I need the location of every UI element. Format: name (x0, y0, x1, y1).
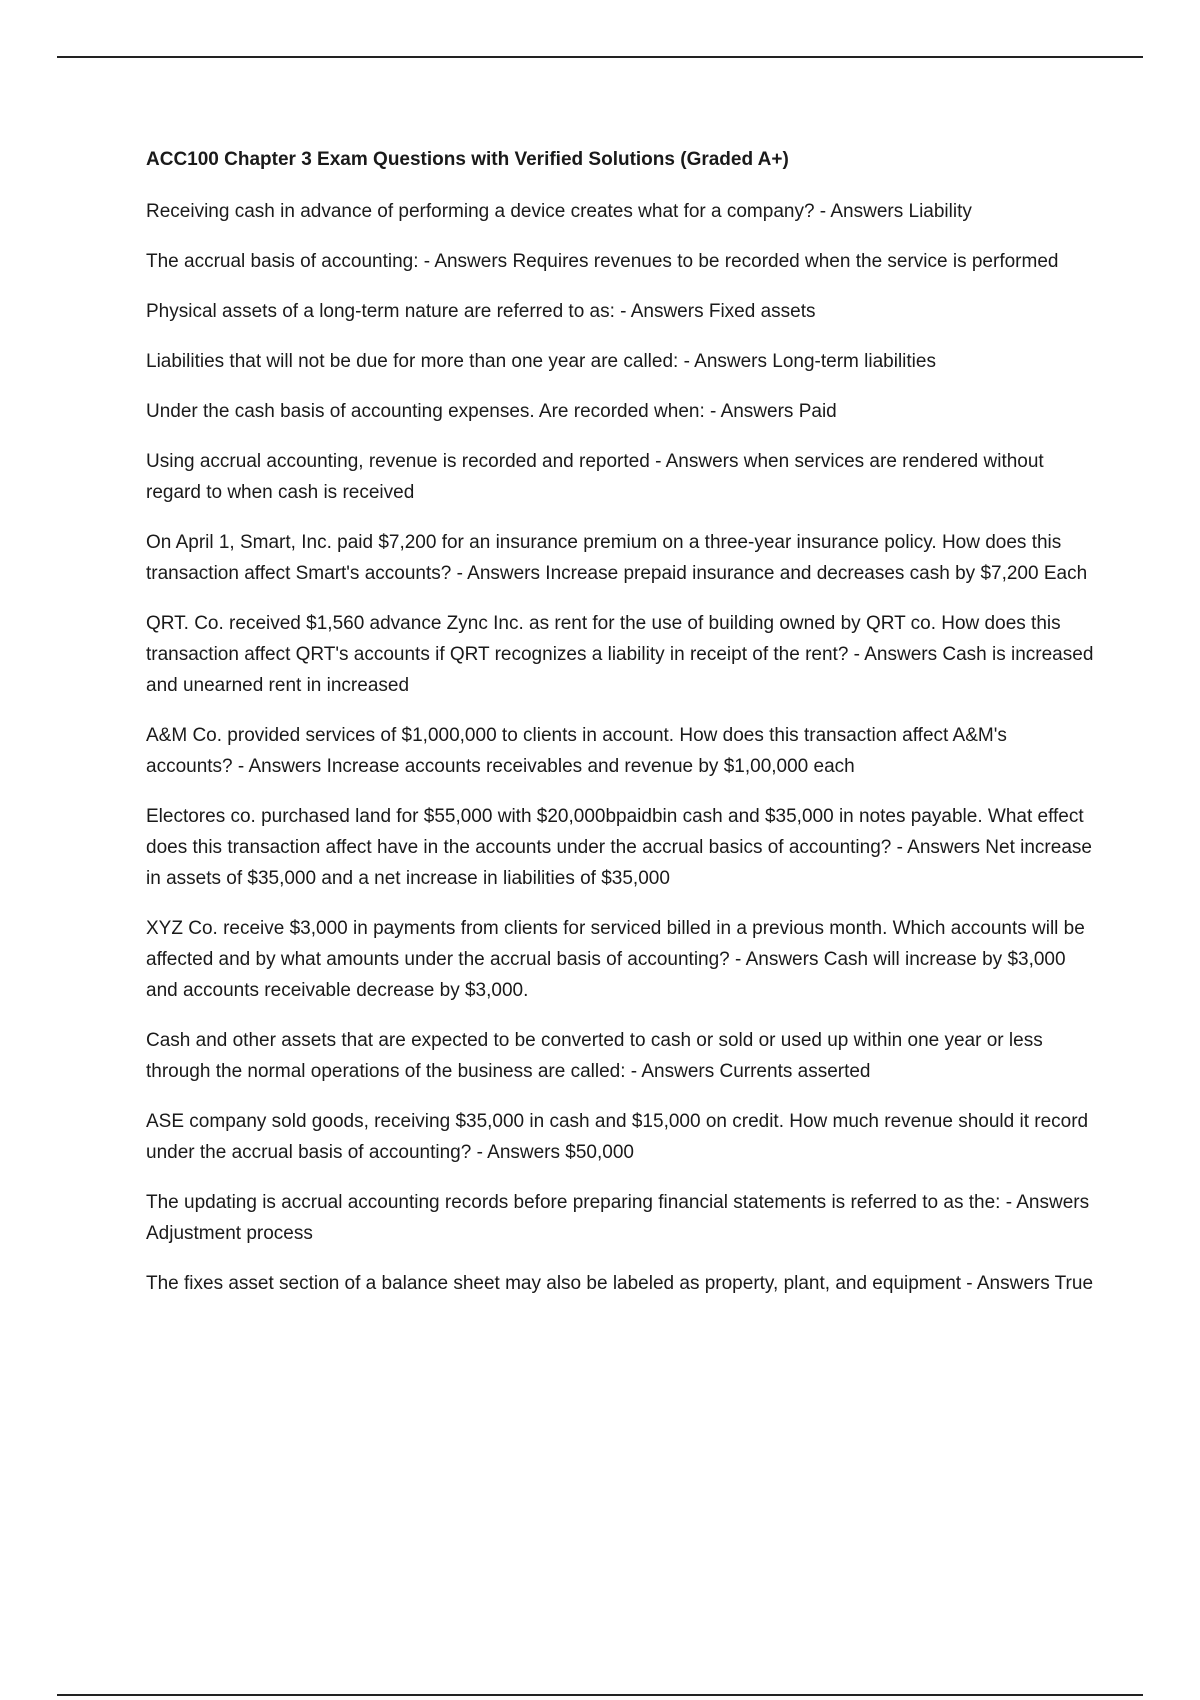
qa-item-9: A&M Co. provided services of $1,000,000 to clients in account. How does this transaction affect A&M's accounts? - Answers Increase accounts receivables and revenue by $1,00,000 each (146, 725, 1007, 777)
qa-item-3: Physical assets of a long-term nature are referred to as: - Answers Fixed assets (146, 301, 816, 322)
document-body (146, 146, 1096, 1318)
qa-item-1: Receiving cash in advance of performing a device creates what for a company? - Answers Liability (146, 201, 972, 222)
qa-item-4: Liabilities that will not be due for more than one year are called: - Answers Long-term liabilities (146, 351, 936, 372)
qa-item-11: XYZ Co. receive $3,000 in payments from clients for serviced billed in a previous month. Which accounts will be affected and by what amounts under the accrual basis of accounting? - Answers Cash will increase by $3,000 and accounts receivable decrease by $3,000. (146, 918, 1085, 1001)
qa-item-6: Using accrual accounting, revenue is recorded and reported - Answers when services are rendered without regard to when cash is received (146, 451, 1044, 503)
qa-item-5: Under the cash basis of accounting expenses. Are recorded when: - Answers Paid (146, 401, 837, 422)
qa-item-8: QRT. Co. received $1,560 advance Zync Inc. as rent for the use of building owned by QRT co. How does this transaction affect QRT's accounts if QRT recognizes a liability in receipt of the rent? - Answers Cash is increased and unearned rent in increased (146, 613, 1094, 696)
document-title: ACC100 Chapter 3 Exam Questions with Verified Solutions (Graded A+) (146, 149, 789, 170)
qa-item-12: Cash and other assets that are expected to be converted to cash or sold or used up within one year or less through the normal operations of the business are called: - Answers Currents asserted (146, 1030, 1043, 1082)
qa-item-10: Electores co. purchased land for $55,000 with $20,000bpaidbin cash and $35,000 in notes payable. What effect does this transaction affect have in the accounts under the accrual basics of accounting? - Answers Net increase in assets of $35,000 and a net increase in liabilities of $35,000 (146, 806, 1092, 889)
qa-item-2: The accrual basis of accounting: - Answers Requires revenues to be recorded when the service is performed (146, 251, 1059, 272)
qa-item-7: On April 1, Smart, Inc. paid $7,200 for an insurance premium on a three-year insurance policy. How does this transaction affect Smart's accounts? - Answers Increase prepaid insurance and decreases cash by $7,200 Each (146, 532, 1088, 584)
qa-item-14: The updating is accrual accounting records before preparing financial statements is referred to as the: - Answers Adjustment process (146, 1192, 1090, 1244)
header-rule (57, 56, 1143, 58)
qa-item-15: The fixes asset section of a balance sheet may also be labeled as property, plant, and equipment - Answers True (146, 1273, 1094, 1294)
qa-item-13: ASE company sold goods, receiving $35,000 in cash and $15,000 on credit. How much revenue should it record under the accrual basis of accounting? - Answers $50,000 (146, 1111, 1089, 1163)
footer-rule (57, 1694, 1143, 1696)
